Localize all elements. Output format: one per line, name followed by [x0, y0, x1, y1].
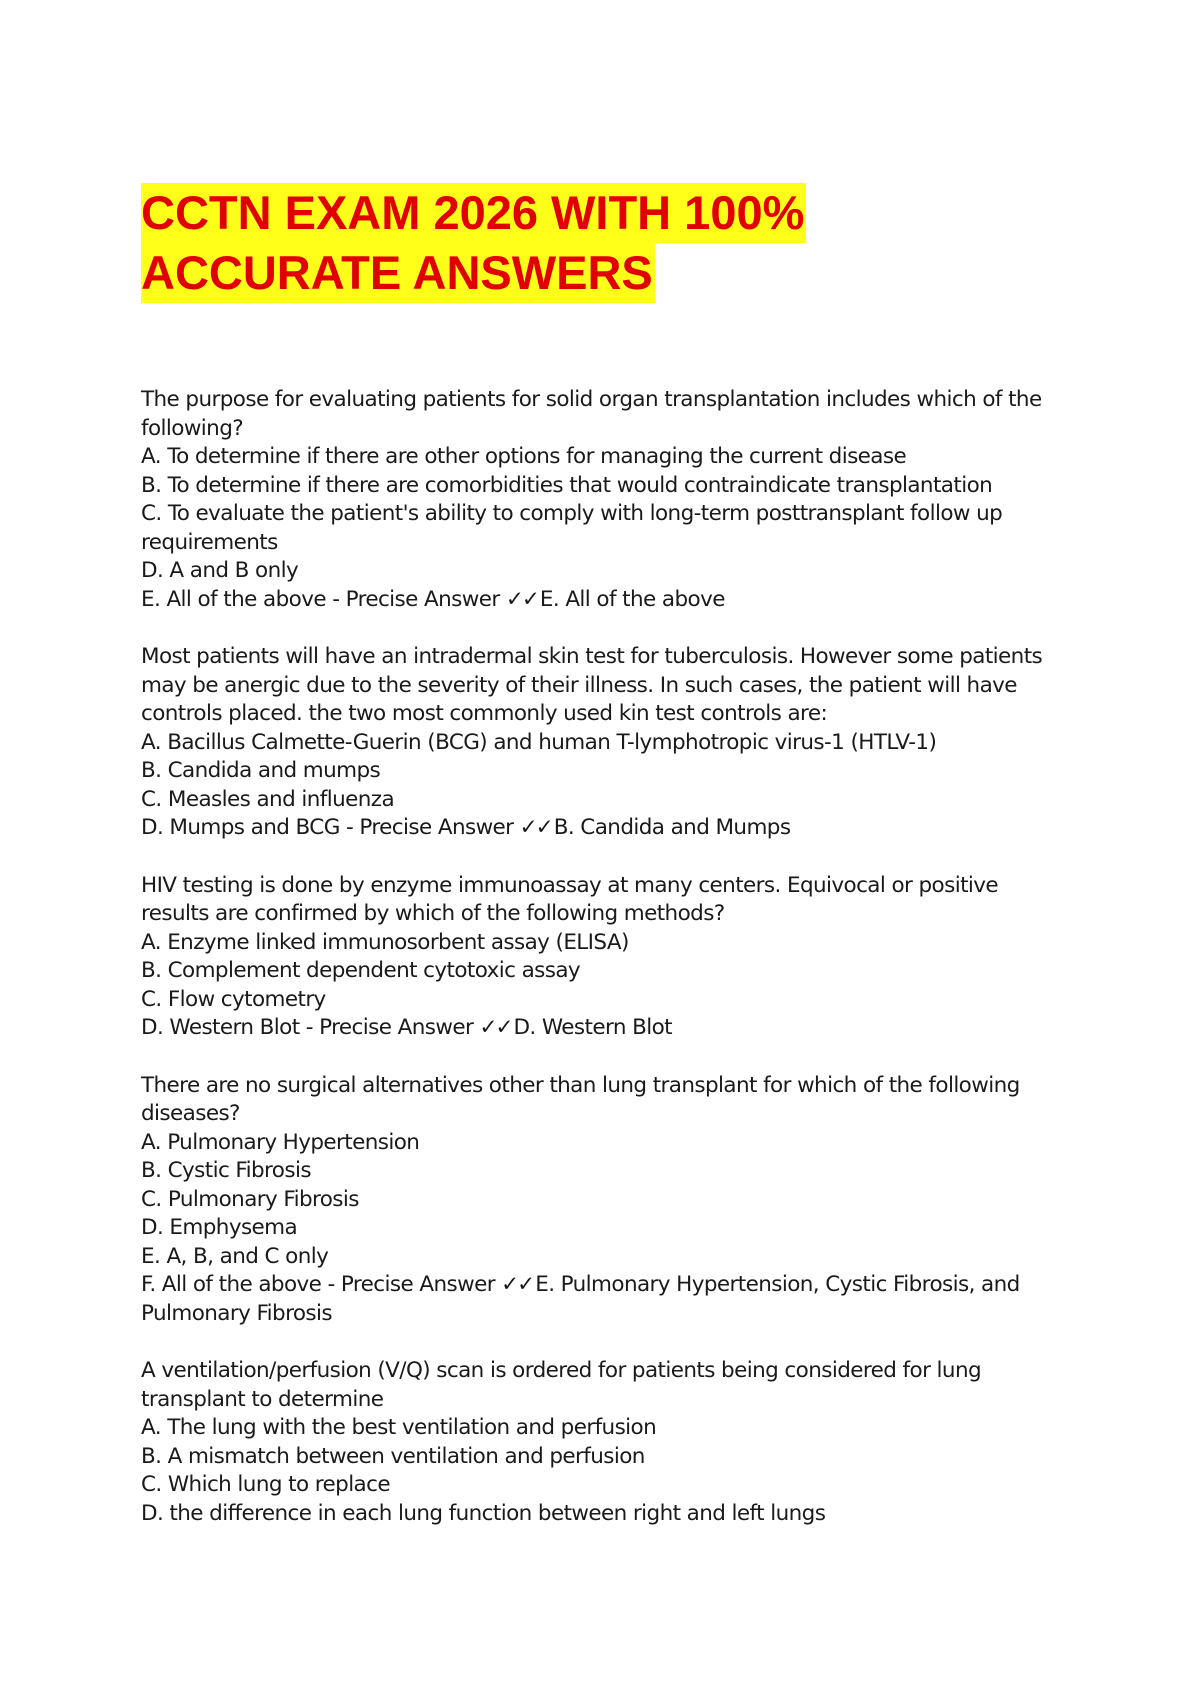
answer-option: D. Emphysema — [141, 1215, 298, 1240]
question-text: There are no surgical alternatives other than lung transplant for which of the following diseases? — [141, 1072, 1020, 1126]
question-block — [141, 872, 1071, 1043]
last-option: D. Mumps and BCG — [141, 815, 340, 840]
answer-option: A. Enzyme linked immunosorbent assay (ELISA) — [141, 929, 629, 955]
last-option: D. Western Blot — [141, 1015, 300, 1040]
question-list — [141, 386, 1071, 1557]
question-block — [141, 1357, 1071, 1528]
document-title — [141, 183, 1041, 303]
answer-option: B. Candida and mumps — [141, 758, 381, 783]
double-check-icon: ✓✓ — [479, 1015, 512, 1040]
answer-option: C. Which lung to replace — [141, 1472, 390, 1497]
answer-line — [141, 586, 1071, 615]
answer-option: D. the difference in each lung function between right and left lungs — [141, 1500, 826, 1526]
question-block — [141, 386, 1071, 614]
answer-option: C. To evaluate the patient's ability to comply with long-term posttransplant follow up requirements — [141, 501, 1003, 555]
answer-option: B. A mismatch between ventilation and perfusion — [141, 1443, 645, 1469]
answer-option: B. To determine if there are comorbidities that would contraindicate transplantation — [141, 472, 993, 498]
question-text: The purpose for evaluating patients for solid organ transplantation includes which of the following? — [141, 387, 1042, 441]
correct-answer: E. All of the above — [539, 586, 725, 612]
answer-option: A. The lung with the best ventilation and perfusion — [141, 1415, 657, 1440]
answer-prefix: - Precise Answer — [305, 1015, 480, 1040]
correct-answer: D. Western Blot — [513, 1015, 673, 1040]
answer-prefix: - Precise Answer — [332, 586, 506, 612]
title-line-1: CCTN EXAM 2026 WITH 100% — [141, 183, 806, 243]
double-check-icon: ✓✓ — [501, 1272, 534, 1297]
question-block — [141, 1072, 1071, 1329]
answer-option: E. A, B, and C only — [141, 1243, 329, 1269]
answer-option: A. Pulmonary Hypertension — [141, 1129, 420, 1155]
answer-option: A. To determine if there are other options for managing the current disease — [141, 444, 907, 469]
question-text: Most patients will have an intradermal skin test for tuberculosis. However some patients may be anergic due to the severity of their illness. In such cases, the patient will have controls placed. the two most commonly used kin test controls are: — [141, 644, 1043, 726]
answer-option: A. Bacillus Calmette-Guerin (BCG) and human T-lymphotropic virus-1 (HTLV-1) — [141, 729, 937, 755]
correct-answer: B. Candida and Mumps — [553, 815, 791, 840]
question-text: A ventilation/perfusion (V/Q) scan is ordered for patients being considered for lung transplant to determine — [141, 1358, 982, 1412]
answer-prefix: - Precise Answer — [327, 1272, 502, 1297]
answer-prefix: - Precise Answer — [346, 815, 520, 840]
answer-line — [141, 1271, 1071, 1328]
title-line-2: ACCURATE ANSWERS — [141, 243, 655, 303]
answer-option: B. Complement dependent cytotoxic assay — [141, 958, 581, 983]
answer-line — [141, 814, 1071, 843]
answer-option: B. Cystic Fibrosis — [141, 1158, 311, 1183]
answer-option: C. Measles and influenza — [141, 786, 395, 812]
double-check-icon: ✓✓ — [505, 586, 538, 612]
answer-option: C. Flow cytometry — [141, 986, 326, 1012]
answer-line — [141, 1014, 1071, 1043]
answer-option: D. A and B only — [141, 558, 299, 583]
double-check-icon: ✓✓ — [519, 815, 552, 840]
answer-option: C. Pulmonary Fibrosis — [141, 1186, 359, 1212]
last-option: F. All of the above — [141, 1272, 322, 1297]
question-text: HIV testing is done by enzyme immunoassay at many centers. Equivocal or positive results are confirmed by which of the following methods? — [141, 872, 999, 926]
last-option: E. All of the above — [141, 586, 326, 612]
question-block — [141, 643, 1071, 843]
correct-answer: E. Pulmonary Hypertension, Cystic Fibrosis, and Pulmonary Fibrosis — [141, 1272, 1020, 1326]
